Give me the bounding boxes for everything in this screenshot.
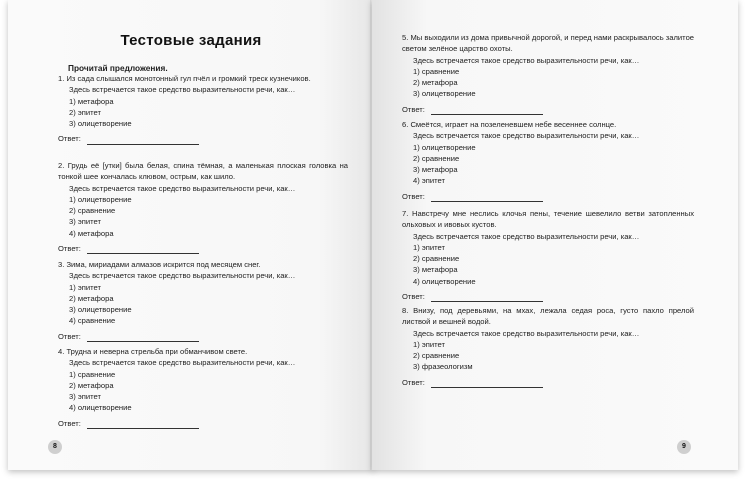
option: 4) олицетворение [69, 403, 132, 413]
option: 1) эпитет [413, 339, 445, 349]
right-page [372, 0, 738, 470]
option: 3) фразеологизм [413, 362, 473, 372]
option: 1) сравнение [413, 66, 460, 76]
answer-line [87, 333, 199, 342]
option: 1) эпитет [413, 242, 445, 252]
exercise-instruction: Здесь встречается такое средство выразительности речи, как… [69, 271, 296, 281]
exercise-question: 4. Трудна и неверна стрельба при обманчивом свете. [58, 347, 248, 356]
exercise-question: 6. Смеётся, играет на позеленевшем небе весеннее солнце. [402, 120, 617, 129]
option: 4) эпитет [413, 176, 445, 186]
exercise-question: 1. Из сада слышался монотонный гул пчёл и громкий треск кузнечиков. [58, 74, 311, 83]
answer-row [402, 191, 694, 202]
option: 3) олицетворение [413, 89, 476, 99]
answer-line [431, 379, 543, 388]
exercise-1 [58, 73, 348, 145]
left-page [8, 0, 374, 470]
exercise-2 [58, 160, 348, 254]
exercise-instruction: Здесь встречается такое средство выразительности речи, как… [413, 55, 640, 65]
exercise-question: 7. Навстречу мне неслись клочья пены, течение шевелило ветви затопленных ольховых и ивовых кустов. [402, 209, 694, 230]
option: 3) эпитет [69, 392, 101, 402]
answer-row [58, 243, 348, 254]
answer-label: Ответ: [58, 418, 81, 428]
option: 2) эпитет [69, 107, 101, 117]
option: 3) олицетворение [69, 119, 132, 129]
exercise-instruction: Здесь встречается такое средство выразительности речи, как… [413, 231, 640, 241]
answer-line [87, 245, 199, 254]
exercise-instruction: Здесь встречается такое средство выразительности речи, как… [413, 328, 640, 338]
option: 3) метафора [413, 265, 458, 275]
option: 1) сравнение [69, 369, 116, 379]
option: 1) метафора [69, 96, 114, 106]
page-number: 8 [48, 440, 62, 454]
page-title: Тестовые задания [120, 32, 262, 49]
answer-label: Ответ: [402, 104, 425, 114]
exercise-5 [402, 32, 694, 115]
answer-label: Ответ: [58, 244, 81, 254]
answer-row [58, 133, 348, 144]
answer-line [87, 136, 199, 145]
option: 4) сравнение [69, 316, 116, 326]
option: 2) сравнение [413, 351, 460, 361]
exercise-question: 5. Мы выходили из дома привычной дорогой, и перед нами раскрывалось залитое светом зелёное царство охоты. [402, 33, 695, 54]
exercise-8 [402, 305, 694, 388]
option: 4) метафора [69, 228, 114, 238]
exercise-4 [58, 346, 348, 429]
option: 3) эпитет [69, 217, 101, 227]
option: 4) олицетворение [413, 276, 476, 286]
option: 2) сравнение [69, 206, 116, 216]
exercise-question: 2. Грудь её [утки] была белая, спина тёмная, а маленькая плоская головка на тонкой шее кончалась клювом, острым, как шило. [58, 161, 348, 182]
answer-line [431, 293, 543, 302]
option: 2) метафора [413, 78, 458, 88]
answer-row [402, 377, 694, 388]
answer-row [58, 418, 348, 429]
answer-label: Ответ: [402, 377, 425, 387]
answer-label: Ответ: [58, 134, 81, 144]
answer-row [402, 291, 694, 302]
intro-heading: Прочитай предложения. [68, 63, 168, 73]
option: 3) олицетворение [69, 305, 132, 315]
option: 1) олицетворение [413, 142, 476, 152]
exercise-instruction: Здесь встречается такое средство выразительности речи, как… [69, 183, 296, 193]
option: 2) метафора [69, 293, 114, 303]
option: 3) метафора [413, 165, 458, 175]
page-number: 9 [677, 440, 691, 454]
answer-line [431, 193, 543, 202]
answer-label: Ответ: [58, 331, 81, 341]
answer-line [87, 420, 199, 429]
exercise-3 [58, 259, 348, 342]
option: 1) эпитет [69, 282, 101, 292]
option: 2) сравнение [413, 254, 460, 264]
answer-label: Ответ: [402, 292, 425, 302]
answer-line [431, 106, 543, 115]
exercise-question: 3. Зима, мириадами алмазов искрится под месяцем снег. [58, 260, 261, 269]
exercise-instruction: Здесь встречается такое средство выразительности речи, как… [69, 358, 296, 368]
exercise-instruction: Здесь встречается такое средство выразительности речи, как… [69, 85, 296, 95]
option: 2) сравнение [413, 153, 460, 163]
answer-row [402, 104, 694, 115]
exercise-6 [402, 119, 694, 202]
answer-row [58, 331, 348, 342]
exercise-question: 8. Внизу, под деревьями, на мхах, лежала седая роса, густо пахло прелой листвой и вешней водой. [402, 306, 694, 327]
exercise-instruction: Здесь встречается такое средство выразительности речи, как… [413, 131, 640, 141]
option: 2) метафора [69, 380, 114, 390]
exercise-7 [402, 208, 694, 302]
answer-label: Ответ: [402, 191, 425, 201]
option: 1) олицетворение [69, 194, 132, 204]
